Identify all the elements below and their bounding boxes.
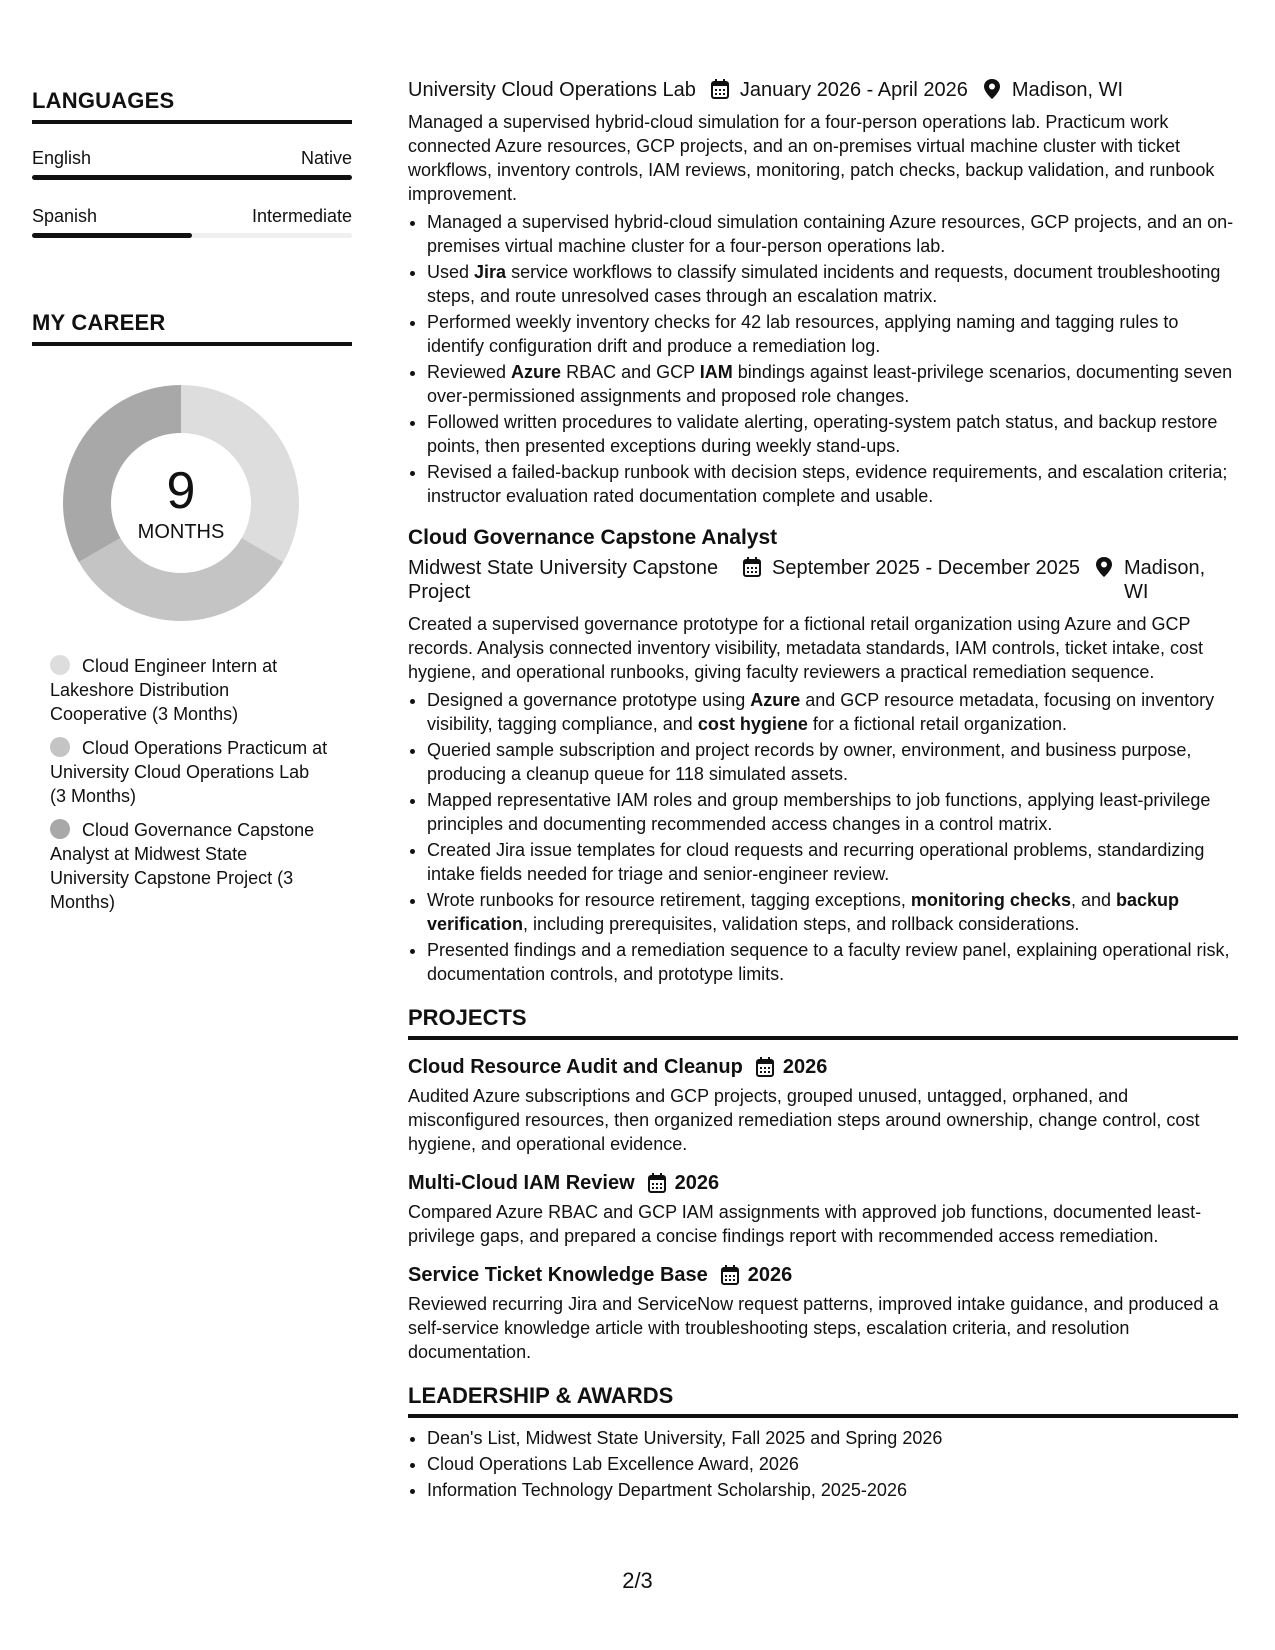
- bullet-item: • Presented findings and a remediation sequence to a faculty review panel, explaining operational risk, documentation controls, and prototype limits.: [427, 938, 1238, 986]
- language-level: Intermediate: [251, 206, 352, 226]
- award-item: • Cloud Operations Lab Excellence Award, 2026: [427, 1452, 1238, 1476]
- legend-dot-icon: [50, 819, 70, 839]
- experience-bullets: [408, 688, 1238, 986]
- career-legend-label: Cloud Governance Capstone Analyst at Midwest State University Capstone Project (3 Months): [50, 820, 315, 912]
- experience-org: University Cloud Operations Lab: [408, 79, 696, 101]
- bullet-item: • Wrote runbooks for resource retirement, tagging exceptions, monitoring checks, and backup verification, including prerequisites, validation steps, and rollback considerations.: [427, 888, 1238, 936]
- project-title-row: [408, 1170, 1238, 1196]
- experience-location: Madison, WI: [1123, 557, 1206, 603]
- project-description: Reviewed recurring Jira and ServiceNow request patterns, improved intake guidance, and produced a self-service knowledge article with troubleshooting steps, escalation criteria, and resolution documentation.: [408, 1294, 1219, 1362]
- experience-dates: September 2025 - December 2025: [772, 557, 1080, 579]
- bullet-item: • Mapped representative IAM roles and group memberships to job functions, applying least-privilege principles and documenting recommended access changes in a control matrix.: [427, 788, 1238, 836]
- language-proficiency-bar: [32, 175, 352, 180]
- project-entry: [408, 1170, 1238, 1248]
- bold-keyword: IAM: [699, 362, 733, 382]
- projects-heading: PROJECTS: [408, 1006, 1238, 1040]
- bullet-item: • Revised a failed-backup runbook with decision steps, evidence requirements, and escalation criteria; instructor evaluation rated documentation complete and usable.: [427, 460, 1238, 508]
- award-item: • Information Technology Department Scholarship, 2025-2026: [427, 1478, 1238, 1502]
- language-item: [32, 206, 352, 238]
- bold-keyword: Azure: [511, 362, 562, 382]
- bold-keyword: Azure: [750, 690, 801, 710]
- experience-meta: [408, 556, 1238, 604]
- project-name: Service Ticket Knowledge Base: [408, 1264, 708, 1286]
- map-pin-icon: [982, 78, 1002, 100]
- page-number: 2/3: [622, 1568, 653, 1593]
- project-entry: [408, 1262, 1238, 1364]
- project-year: 2026: [674, 1172, 720, 1194]
- project-name: Multi-Cloud IAM Review: [408, 1172, 635, 1194]
- award-item: • Dean's List, Midwest State University, Fall 2025 and Spring 2026: [427, 1426, 1238, 1450]
- career-legend-item: [50, 818, 330, 914]
- calendar-icon: [720, 1264, 740, 1286]
- language-name: Spanish: [32, 206, 98, 226]
- experience-location: Madison, WI: [1011, 79, 1124, 101]
- donut-center: [56, 378, 306, 628]
- calendar-icon: [755, 1056, 775, 1078]
- left-column: [32, 88, 352, 924]
- language-proficiency-fill: [32, 233, 192, 238]
- awards-heading: LEADERSHIP & AWARDS: [408, 1384, 1238, 1418]
- bold-keyword: monitoring checks: [910, 890, 1071, 910]
- language-proficiency-bar: [32, 233, 352, 238]
- map-pin-icon: [1094, 556, 1114, 578]
- project-title-row: [408, 1262, 1238, 1288]
- experience-entry: [408, 78, 1238, 508]
- career-legend-label: Cloud Operations Practicum at University Cloud Operations Lab (3 Months): [50, 738, 328, 806]
- project-year: 2026: [747, 1264, 793, 1286]
- bullet-item: • Followed written procedures to validate alerting, operating-system patch status, and backup restore points, then presented exceptions during weekly stand-ups.: [427, 410, 1238, 458]
- experience-summary: Created a supervised governance prototype for a fictional retail organization using Azure and GCP records. Analysis connected inventory visibility, metadata standards, IAM controls, ticket intake, cost hygiene, and operational runbooks, giving faculty reviewers a practical remediation sequence.: [408, 614, 1204, 682]
- calendar-icon: [647, 1172, 667, 1194]
- career-legend-label: Cloud Engineer Intern at Lakeshore Distribution Cooperative (3 Months): [50, 656, 278, 724]
- bullet-item: • Used Jira service workflows to classify simulated incidents and requests, document troubleshooting steps, and route unresolved cases through an escalation matrix.: [427, 260, 1238, 308]
- bold-keyword: backup verification: [427, 890, 1180, 934]
- bullet-item: • Created Jira issue templates for cloud requests and recurring operational problems, standardizing intake fields needed for triage and senior-engineer review.: [427, 838, 1238, 886]
- legend-dot-icon: [50, 655, 70, 675]
- career-legend-item: [50, 736, 330, 808]
- language-name: English: [32, 148, 92, 168]
- project-description: Compared Azure RBAC and GCP IAM assignments with approved job functions, documented least-privilege gaps, and prepared a concise findings report with recommended access remediation.: [408, 1202, 1202, 1246]
- career-heading: MY CAREER: [32, 310, 352, 346]
- project-description: Audited Azure subscriptions and GCP projects, grouped unused, untagged, orphaned, and misconfigured resources, then organized remediation steps around ownership, change control, cost hygiene, and operational evidence.: [408, 1086, 1200, 1154]
- bullet-item: • Reviewed Azure RBAC and GCP IAM bindings against least-privilege scenarios, documenting seven over-permissioned assignments and proposed role changes.: [427, 360, 1238, 408]
- bullet-item: • Queried sample subscription and project records by owner, environment, and business purpose, producing a cleanup queue for 118 simulated assets.: [427, 738, 1238, 786]
- right-column: [408, 78, 1238, 1504]
- calendar-icon: [710, 78, 730, 100]
- experience-dates: January 2026 - April 2026: [739, 79, 968, 101]
- bold-keyword: cost hygiene: [697, 714, 808, 734]
- project-year: 2026: [782, 1056, 828, 1078]
- project-name: Cloud Resource Audit and Cleanup: [408, 1056, 743, 1078]
- bold-keyword: Jira: [474, 262, 507, 282]
- awards-list: [408, 1426, 1238, 1502]
- projects-list: [408, 1054, 1238, 1364]
- experience-bullets: [408, 210, 1238, 508]
- experience-org: Midwest State University Capstone Project: [408, 557, 719, 603]
- experience-summary: Managed a supervised hybrid-cloud simulation for a four-person operations lab. Practicum work connected Azure resources, GCP projects, and an on-premises virtual machine cluster with ticket workflows, inventory controls, IAM reviews, monitoring, patch checks, backup validation, and runbook improvement.: [408, 112, 1215, 204]
- project-title-row: [408, 1054, 1238, 1080]
- bullet-item: • Managed a supervised hybrid-cloud simulation containing Azure resources, GCP projects, and an on-premises virtual machine cluster for a four-person operations lab.: [427, 210, 1238, 258]
- calendar-icon: [742, 556, 762, 578]
- career-legend: [50, 654, 330, 914]
- bullet-item: • Performed weekly inventory checks for 42 lab resources, applying naming and tagging rules to identify configuration drift and produce a remediation log.: [427, 310, 1238, 358]
- bullet-item: • Designed a governance prototype using Azure and GCP resource metadata, focusing on inventory visibility, tagging compliance, and cost hygiene for a fictional retail organization.: [427, 688, 1238, 736]
- career-legend-item: [50, 654, 330, 726]
- language-level: Native: [300, 148, 352, 168]
- project-entry: [408, 1054, 1238, 1156]
- experience-entry: [408, 524, 1238, 986]
- career-total-unit: MONTHS: [137, 520, 225, 543]
- career-donut-chart: [56, 378, 306, 628]
- career-total-value: 9: [166, 461, 196, 520]
- experience-title: Cloud Governance Capstone Analyst: [408, 526, 778, 549]
- experience-meta: [408, 78, 1238, 102]
- languages-heading: LANGUAGES: [32, 88, 352, 124]
- language-proficiency-fill: [32, 175, 352, 180]
- legend-dot-icon: [50, 737, 70, 757]
- language-item: [32, 148, 352, 180]
